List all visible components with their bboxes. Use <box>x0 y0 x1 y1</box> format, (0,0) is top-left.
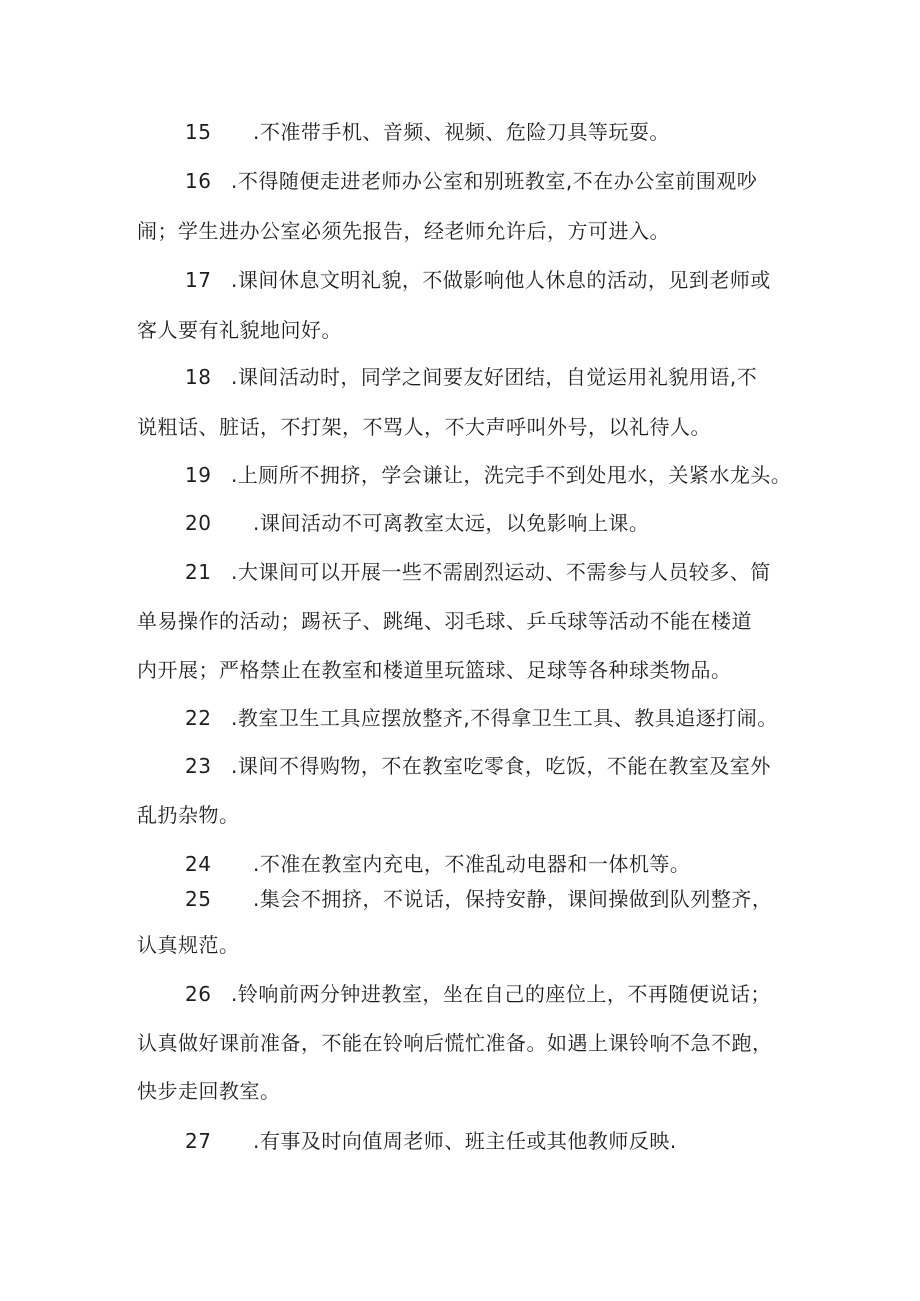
rule-text-line: 内开展；严格禁止在教室和楼道里玩篮球、足球等各种球类物品。 <box>137 658 732 682</box>
rule-text-line: .大课间可以开展一些不需剧烈运动、不需参与人员较多、简 <box>231 560 771 584</box>
rule-number: 25 <box>185 887 212 911</box>
rule-text-line: .不准在教室内充电，不准乱动电器和一体机等。 <box>253 852 691 876</box>
rule-number: 26 <box>185 982 212 1006</box>
rule-text-line: .有事及时向值周老师、班主任或其他教师反映. <box>253 1129 677 1153</box>
rule-text-line: .课间不得购物，不在教室吃零食，吃饭，不能在教室及室外 <box>231 754 771 778</box>
rule-text-line: 客人要有礼貌地问好。 <box>137 318 342 342</box>
rule-number: 19 <box>185 463 212 487</box>
rule-number: 22 <box>185 706 212 730</box>
rule-text-line: 认真规范。 <box>137 933 240 957</box>
rule-text-line: 闹；学生进办公室必须先报告，经老师允许后，方可进入。 <box>137 219 670 243</box>
rule-number: 27 <box>185 1129 212 1153</box>
rule-text-line: .教室卫生工具应摆放整齐,不得拿卫生工具、教具追逐打闹。 <box>231 706 778 730</box>
rule-text-line: .课间活动时，同学之间要友好团结，自觉运用礼貌用语,不 <box>231 365 758 389</box>
rule-text-line: .不得随便走进老师办公室和别班教室,不在办公室前围观吵 <box>231 169 758 193</box>
rule-text-line: 单易操作的活动；踢祆子、跳绳、羽毛球、乒乓球等活动不能在楼道 <box>137 609 752 633</box>
rule-number: 24 <box>185 852 212 876</box>
rule-text-line: .上厕所不拥挤，学会谦让，洗完手不到处甩水，关紧水龙头。 <box>231 463 792 487</box>
rule-number: 20 <box>185 511 212 535</box>
rule-text-line: 乱扔杂物。 <box>137 803 240 827</box>
rule-text-line: .不准带手机、音频、视频、危险刀具等玩耍。 <box>253 120 670 144</box>
rule-text-line: 说粗话、脏话，不打架，不骂人，不大声呼叫外号，以礼待人。 <box>137 415 711 439</box>
rule-text-line: 认真做好课前准备，不能在铃响后慌忙准备。如遇上课铃响不急不跑， <box>137 1031 773 1055</box>
rule-text-line: .集会不拥挤，不说话，保持安静，课间操做到队列整齐， <box>253 887 773 911</box>
rule-number: 18 <box>185 365 212 389</box>
rule-text-line: .课间休息文明礼貌，不做影响他人休息的活动，见到老师或 <box>231 268 771 292</box>
rule-number: 23 <box>185 754 212 778</box>
rule-number: 21 <box>185 560 212 584</box>
rule-text-line: 快步走回教室。 <box>137 1079 281 1103</box>
rule-number: 17 <box>185 268 212 292</box>
rule-number: 16 <box>185 169 212 193</box>
rule-number: 15 <box>185 120 212 144</box>
rule-text-line: .课间活动不可离教室太远，以免影响上课。 <box>253 511 650 535</box>
rule-text-line: .铃响前两分钟进教室，坐在自己的座位上，不再随便说话； <box>231 982 771 1006</box>
